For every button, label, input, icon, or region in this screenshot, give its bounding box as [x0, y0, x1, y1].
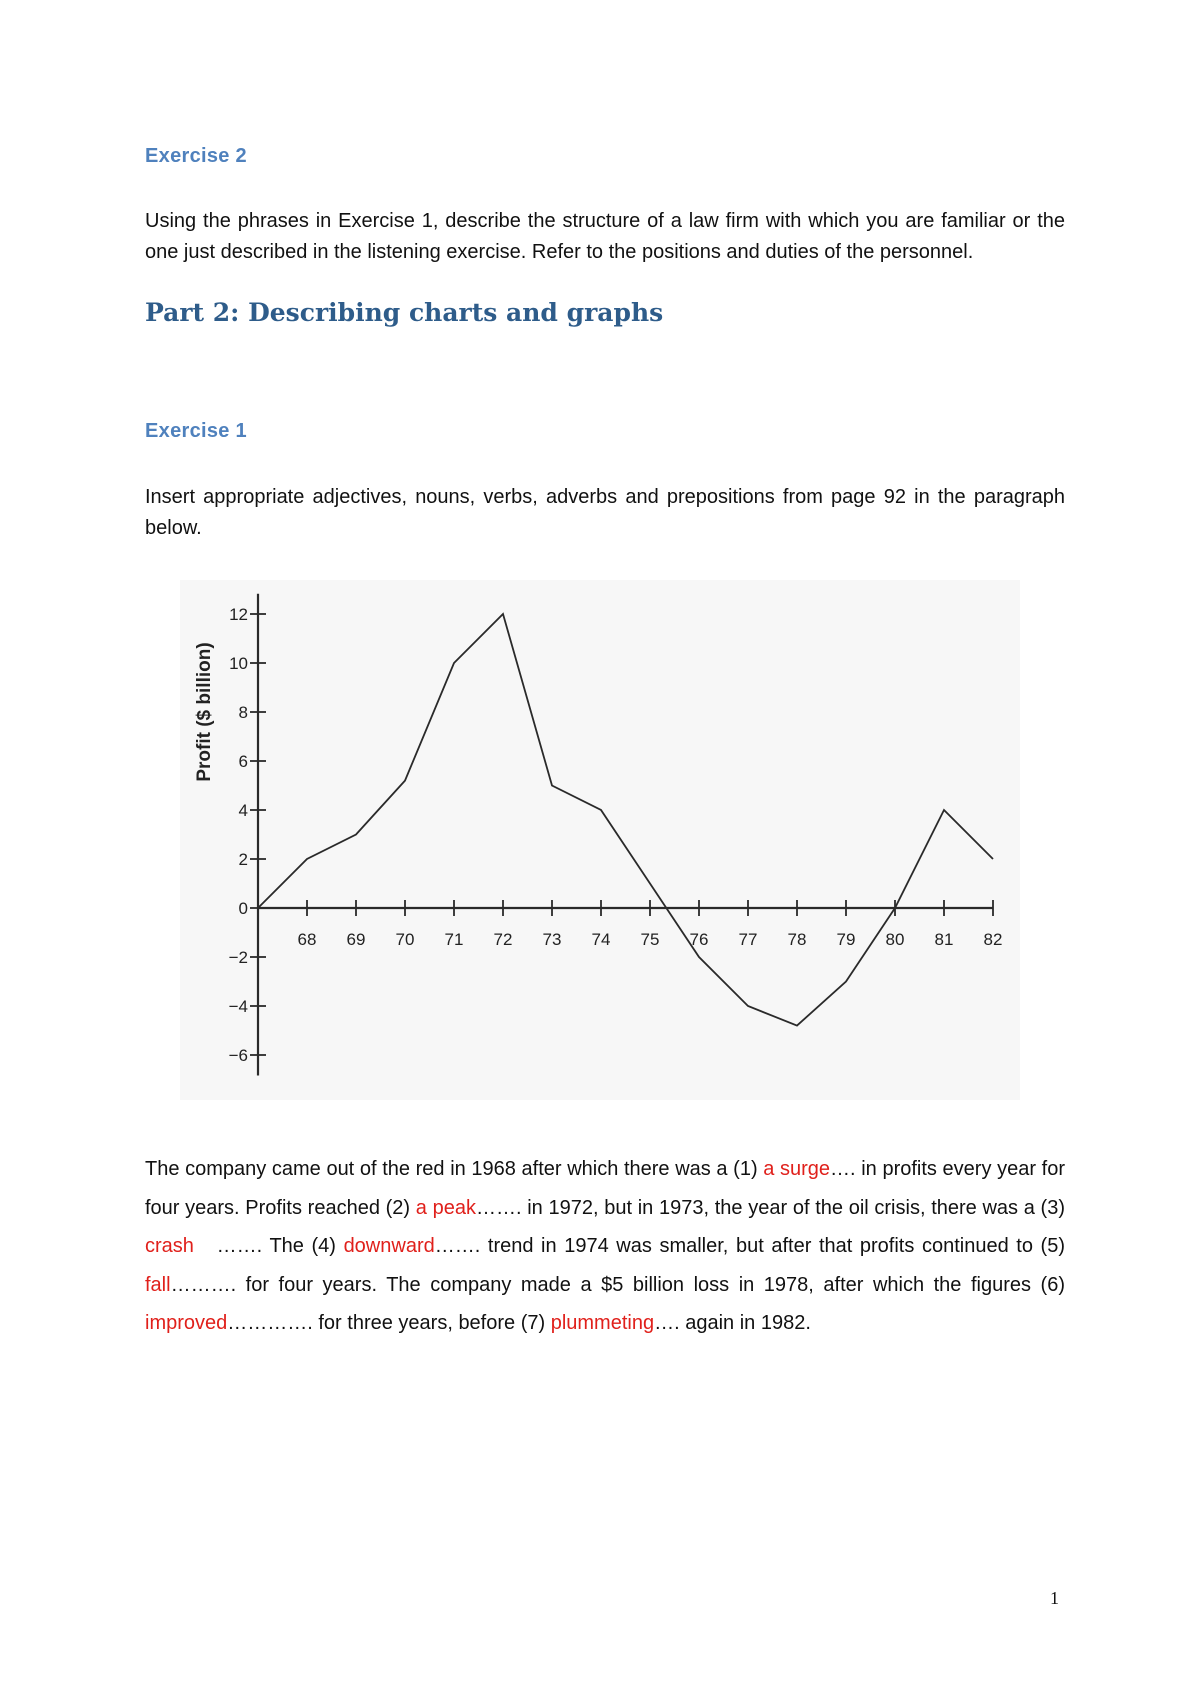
x-tick-label-1: 69: [346, 930, 366, 949]
x-tick-label-0: 68: [297, 930, 317, 949]
x-tick-label-7: 75: [640, 930, 660, 949]
paragraph-text-1: The company came out of the red in 1968 after which there was a (1): [145, 1158, 764, 1180]
exercise-1-instructions: Insert appropriate adjectives, nouns, verbs, adverbs and prepositions from page 92 in the paragraph below.: [145, 486, 1065, 539]
x-tick-label-6: 74: [591, 930, 611, 949]
y-tick-label-9: −6: [228, 1046, 248, 1065]
answer-1: a surge: [763, 1158, 831, 1180]
x-tick-label-4: 72: [493, 930, 513, 949]
exercise-1-heading: Exercise 1: [145, 420, 247, 442]
paragraph-text-3: ……. in 1972, but in 1973, the year of the oil crisis, there was a (3): [475, 1196, 1065, 1219]
paragraph-text-5: ……. trend in 1974 was smaller, but after that profits continued to (5): [434, 1235, 1066, 1257]
y-tick-label-2: 8: [238, 703, 248, 722]
series-line-0: [258, 614, 993, 1026]
y-tick-label-7: −2: [228, 948, 248, 967]
paragraph-text-7: …………. for three years, before (7): [227, 1312, 551, 1334]
x-tick-label-13: 81: [934, 930, 954, 949]
answer-3: crash: [145, 1235, 194, 1257]
answer-5: fall: [145, 1273, 171, 1296]
paragraph-text-4: ……. The (4): [193, 1235, 344, 1257]
paragraph-text-8: …. again in 1982.: [654, 1312, 811, 1334]
x-tick-label-5: 73: [542, 930, 562, 949]
answer-6: improved: [145, 1312, 228, 1334]
answer-4: downward: [343, 1235, 435, 1257]
x-tick-label-11: 79: [836, 930, 856, 949]
x-tick-label-12: 80: [885, 930, 905, 949]
exercise-2-text: Using the phrases in Exercise 1, describe the structure of a law firm with which you are familiar or the one just described in the listening exercise. Refer to the positions and duties of the personnel.: [145, 210, 1065, 263]
x-tick-label-9: 77: [738, 930, 758, 949]
part-2-heading: Part 2: Describing charts and graphs: [145, 298, 664, 327]
profit-line-graph: [180, 580, 1020, 1100]
page-number: 1: [1050, 1588, 1059, 1608]
answer-7: plummeting: [550, 1312, 655, 1334]
x-tick-label-14: 82: [983, 930, 1003, 949]
y-tick-label-8: −4: [228, 997, 248, 1016]
y-tick-label-1: 10: [229, 654, 248, 673]
y-tick-label-4: 4: [238, 801, 248, 820]
x-tick-label-8: 76: [689, 930, 709, 949]
exercise-2-heading: Exercise 2: [145, 145, 247, 167]
answer-paragraph: [145, 1150, 1065, 1343]
paragraph-text-2: …. in profits every year for four years. Profits reached (2): [145, 1158, 1065, 1219]
x-tick-label-3: 71: [444, 930, 464, 949]
y-tick-label-3: 6: [238, 752, 248, 771]
x-tick-label-2: 70: [395, 930, 415, 949]
paragraph-text-6: ………. for four years. The company made a $5 billion loss in 1978, after which the figures (6): [170, 1273, 1065, 1296]
y-tick-label-0: 12: [229, 605, 248, 624]
answer-2: a peak: [415, 1196, 476, 1219]
x-tick-label-10: 78: [787, 930, 807, 949]
y-axis-title: Profit ($ billion): [194, 642, 215, 782]
y-tick-label-6: 0: [238, 899, 248, 918]
graph-canvas: [180, 580, 1020, 1100]
y-tick-label-5: 2: [238, 850, 248, 869]
